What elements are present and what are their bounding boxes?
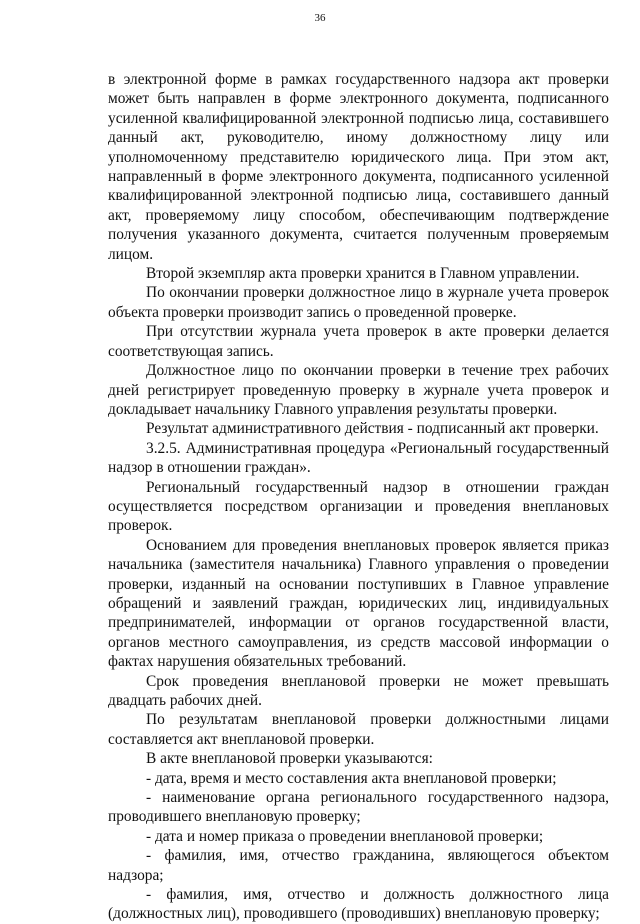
paragraph: При отсутствии журнала учета проверок в акте проверки делается соответствующая запись. bbox=[108, 323, 609, 360]
paragraph: По результатам внеплановой проверки должностными лицами составляется акт внеплановой проверки. bbox=[108, 711, 609, 748]
paragraph: Срок проведения внеплановой проверки не может превышать двадцать рабочих дней. bbox=[108, 672, 609, 709]
page-number: 36 bbox=[314, 12, 326, 24]
paragraph: - дата, время и место составления акта внеплановой проверки; bbox=[146, 769, 557, 787]
paragraph: Региональный государственный надзор в отношении граждан осуществляется посредством организации и проведения внеплановых проверок. bbox=[108, 478, 609, 535]
paragraph: Результат административного действия - подписанный акт проверки. bbox=[146, 420, 599, 438]
paragraph: - дата и номер приказа о проведении внеплановой проверки; bbox=[146, 827, 544, 845]
document-body bbox=[108, 70, 609, 924]
paragraph: Должностное лицо по окончании проверки в течение трех рабочих дней регистрирует проведенную проверку в журнале учета проверок и докладывает начальнику Главного управления результаты проверки. bbox=[108, 362, 609, 418]
paragraph: В акте внеплановой проверки указываются: bbox=[146, 750, 433, 768]
paragraph: 3.2.5. Административная процедура «Региональный государственный надзор в отношении граждан». bbox=[108, 439, 609, 477]
paragraph: - наименование органа регионального государственного надзора, проводившего внеплановую проверку; bbox=[108, 789, 609, 826]
paragraph: в электронной форме в рамках государственного надзора акт проверки может быть направлен в форме электронного документа, подписанного усиленной квалифицированной электронной подписью лица, составившего данный акт, руководителю, иному должностному лицу или уполномоченному представителю юридического лица. При этом акт, направленный в форме электронного документа, подписанного усиленной квалифицированной электронной подписью лица, составившего данный акт, проверяемому лицу способом, обеспечивающим подтверждение получения указанного документа, считается полученным проверяемым лицом. bbox=[108, 71, 609, 263]
paragraph: - фамилия, имя, отчество гражданина, являющегося объектом надзора; bbox=[108, 847, 609, 884]
paragraph: Основанием для проведения внеплановых проверок является приказ начальника (заместителя начальника) Главного управления о проведении проверки, изданный на основании поступивших в Главное управление обращений и заявлений граждан, юридических лиц, индивидуальных предпринимателей, информации от органов государственной власти, органов местного самоуправления, из средств массовой информации о фактах нарушения обязательных требований. bbox=[108, 536, 609, 671]
paragraph: - фамилия, имя, отчество и должность должностного лица (должностных лиц), проводившего (проводивших) внеплановую проверку; bbox=[108, 886, 609, 923]
paragraph: По окончании проверки должностное лицо в журнале учета проверок объекта проверки производит запись о проведенной проверке. bbox=[108, 284, 609, 321]
paragraph: Второй экземпляр акта проверки хранится в Главном управлении. bbox=[146, 265, 580, 283]
